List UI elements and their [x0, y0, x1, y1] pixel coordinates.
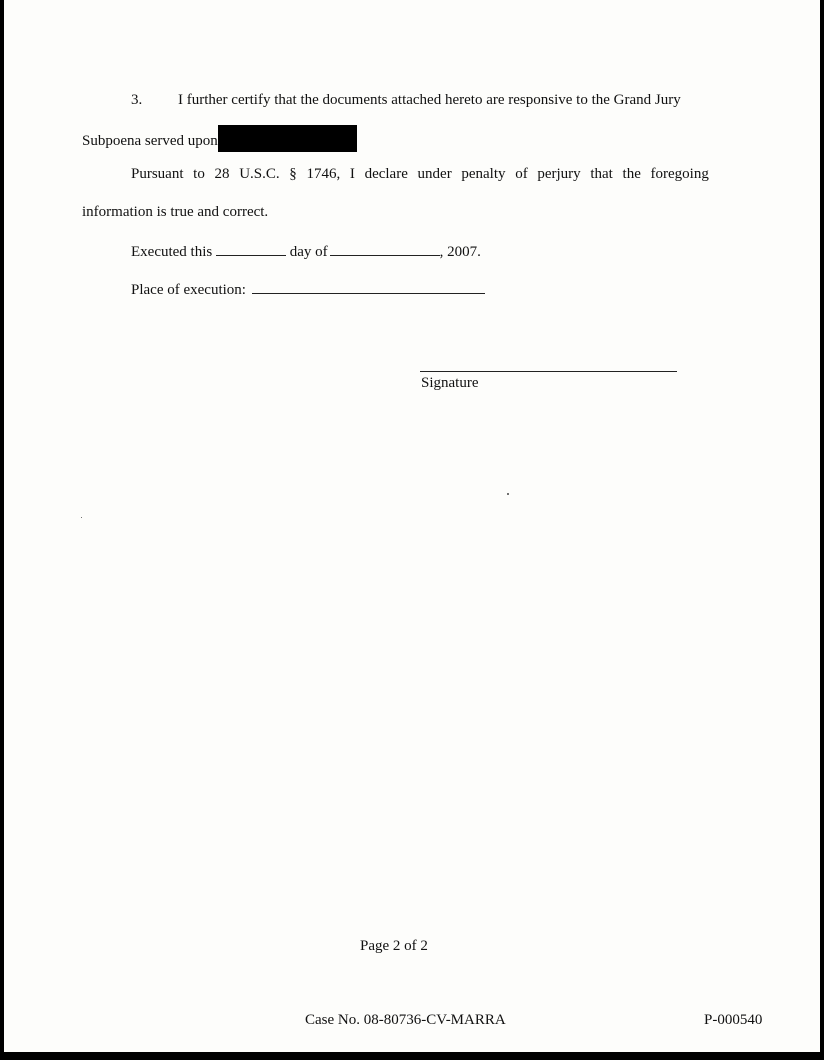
- declaration-word: §: [289, 166, 297, 182]
- declaration-word: 1746,: [306, 166, 341, 182]
- paragraph-number: 3.: [131, 92, 143, 108]
- case-number: Case No. 08-80736-CV-MARRA: [305, 1012, 506, 1028]
- declaration-line-1: [131, 165, 709, 183]
- page-number: Page 2 of 2: [360, 938, 428, 954]
- place-line: [131, 279, 485, 299]
- declaration-word: U.S.C.: [239, 166, 280, 182]
- declaration-word: under: [417, 166, 452, 182]
- executed-middle: day of: [289, 244, 328, 260]
- executed-prefix: Executed this: [131, 244, 213, 260]
- declaration-word: 28: [214, 166, 230, 182]
- declaration-word: Pursuant: [131, 166, 184, 182]
- scan-speck: [81, 517, 82, 518]
- declaration-word: I: [349, 166, 355, 182]
- declaration-line-2: information is true and correct.: [82, 204, 269, 220]
- document-page: [4, 0, 820, 1052]
- place-blank: [252, 279, 485, 294]
- place-label: Place of execution:: [131, 282, 246, 298]
- declaration-word: declare: [364, 166, 408, 182]
- day-blank: [216, 241, 286, 256]
- executed-line: [131, 241, 481, 261]
- declaration-word: of: [515, 166, 528, 182]
- bates-number: P-000540: [704, 1012, 763, 1028]
- redaction-block: [218, 125, 357, 152]
- subpoena-text: Subpoena served upon: [82, 132, 218, 149]
- declaration-word: the: [622, 166, 641, 182]
- month-blank: [330, 241, 440, 256]
- executed-suffix: , 2007.: [439, 244, 481, 260]
- declaration-word: that: [590, 166, 613, 182]
- declaration-word: to: [193, 166, 205, 182]
- declaration-word: penalty: [461, 166, 506, 182]
- declaration-word: perjury: [537, 166, 581, 182]
- signature-line: [420, 371, 677, 372]
- paragraph-3-line-1: I further certify that the documents attached hereto are responsive to the Grand Jury: [178, 92, 681, 108]
- declaration-word: foregoing: [650, 166, 709, 182]
- scan-speck: [507, 493, 509, 495]
- signature-label: Signature: [421, 375, 479, 391]
- paragraph-3-line-2: [82, 128, 357, 155]
